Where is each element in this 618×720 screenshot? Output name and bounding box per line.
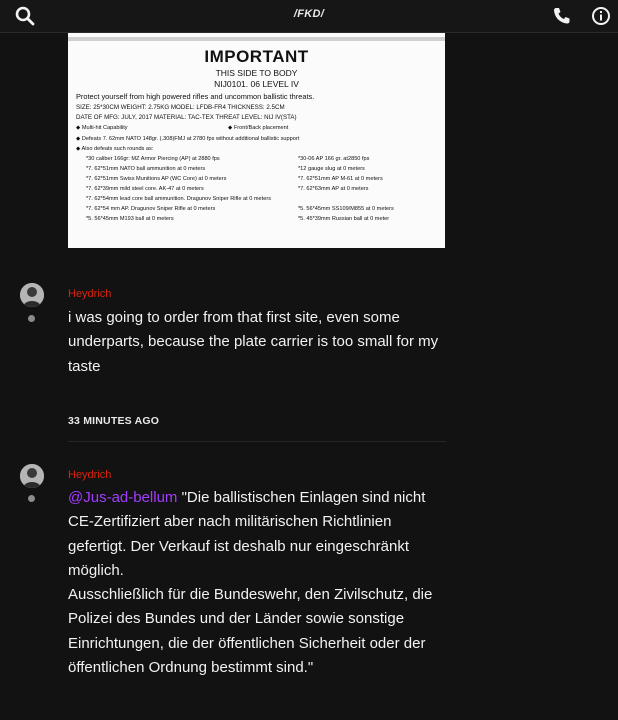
doc-round-left: *7. 62*39mm mild steel core. AK-47 at 0 meters (86, 186, 204, 192)
doc-standard: NIJ0101. 06 LEVEL IV (214, 79, 299, 89)
divider (68, 441, 446, 442)
doc-round-right: *5. 56*45mm SS109/M855 at 0 meters (298, 206, 394, 212)
doc-heading: IMPORTANT (204, 47, 309, 66)
app-title[interactable]: /FKD/ (293, 8, 325, 20)
comment-author[interactable]: Heydrich (68, 288, 112, 300)
doc-round-left: *30 caliber 166gr: MZ Armor Piercing (AP) at 2880 fps (86, 156, 220, 162)
attached-image[interactable] (68, 33, 445, 248)
avatar[interactable] (20, 283, 44, 307)
doc-defeats: ◆ Defeats 7. 62mm NATO 148gr. (.308)FMJ at 2780 fps without additional ballistic support (76, 136, 300, 142)
comment-author[interactable]: Heydrich (68, 469, 112, 481)
doc-round-left: *7. 62*54 mm AP. Dragunov Sniper Rifle at 0 meters (86, 206, 216, 212)
status-dot (28, 315, 35, 322)
doc-round-left: *5. 56*45mm M193 ball at 0 meters (86, 216, 174, 222)
avatar[interactable] (20, 464, 44, 488)
doc-specs-2: DATE OF MFG: JULY, 2017 MATERIAL: TAC-TEX THREAT LEVEL: NIJ IV(STA) (76, 114, 297, 121)
phone-icon[interactable] (551, 5, 573, 27)
comment-text-part: Ausschließlich für die Bundeswehr, den Zivilschutz, die Polizei des Bundes und der Länder sowie sonstige Einrichtungen, die der öffentlichen Sicherheit oder der öffentlichen Ordnung bestimmt sind." (68, 586, 433, 677)
doc-specs-1: SIZE: 25*30CM WEIGHT: 2.75KG MODEL: LFDB-FR4 THICKNESS: 2.5CM (76, 104, 285, 111)
doc-round-right: *7. 62*51mm AP M-61 at 0 meters (298, 176, 383, 182)
doc-also: ◆ Also defeats such rounds as: (76, 146, 154, 152)
comment-text-part: "Die ballistischen Einlagen sind nicht CE-Zertifiziert aber nach militärischen Richtlinien gefertigt. Der Verkauf ist deshalb nur eingeschränkt möglich. (68, 489, 426, 579)
comment-timestamp[interactable]: 33 MINUTES AGO (68, 415, 160, 427)
doc-round-left: *7. 62*54mm lead core ball ammunition. Dragunov Sniper Rifle at 0 meters (86, 196, 271, 202)
mention-link[interactable]: @Jus-ad-bellum (68, 489, 178, 506)
comment-text: i was going to order from that first site, even some underparts, because the plate carrier is too small for my taste (68, 309, 439, 375)
status-dot (28, 495, 35, 502)
doc-feature-placement: ◆ Front/Back placement (228, 125, 289, 131)
image-top-edge (68, 37, 445, 41)
top-bar (0, 0, 618, 33)
doc-intro: Protect yourself from high powered rifles and uncommon ballistic threats. (76, 92, 315, 101)
doc-round-left: *7. 62*51mm NATO ball ammunition at 0 meters (86, 166, 206, 172)
info-icon[interactable] (590, 5, 612, 27)
doc-round-left: *7. 62*51mm Swiss Munitions AP (WC Core) at 0 meters (86, 176, 227, 182)
comment-text (68, 486, 448, 680)
doc-round-right: *7. 62*63mm AP at 0 meters (298, 186, 369, 192)
doc-feature-multihit: ◆ Multi-hit Capability (76, 125, 128, 131)
doc-round-right: *12 gauge slug at 0 meters (298, 166, 365, 172)
doc-round-right: *30-06 AP 166 gr. at2850 fps (298, 156, 370, 162)
doc-subheading: THIS SIDE TO BODY (215, 68, 298, 78)
doc-round-right: *5. 45*39mm Russian ball at 0 meter (298, 216, 390, 222)
